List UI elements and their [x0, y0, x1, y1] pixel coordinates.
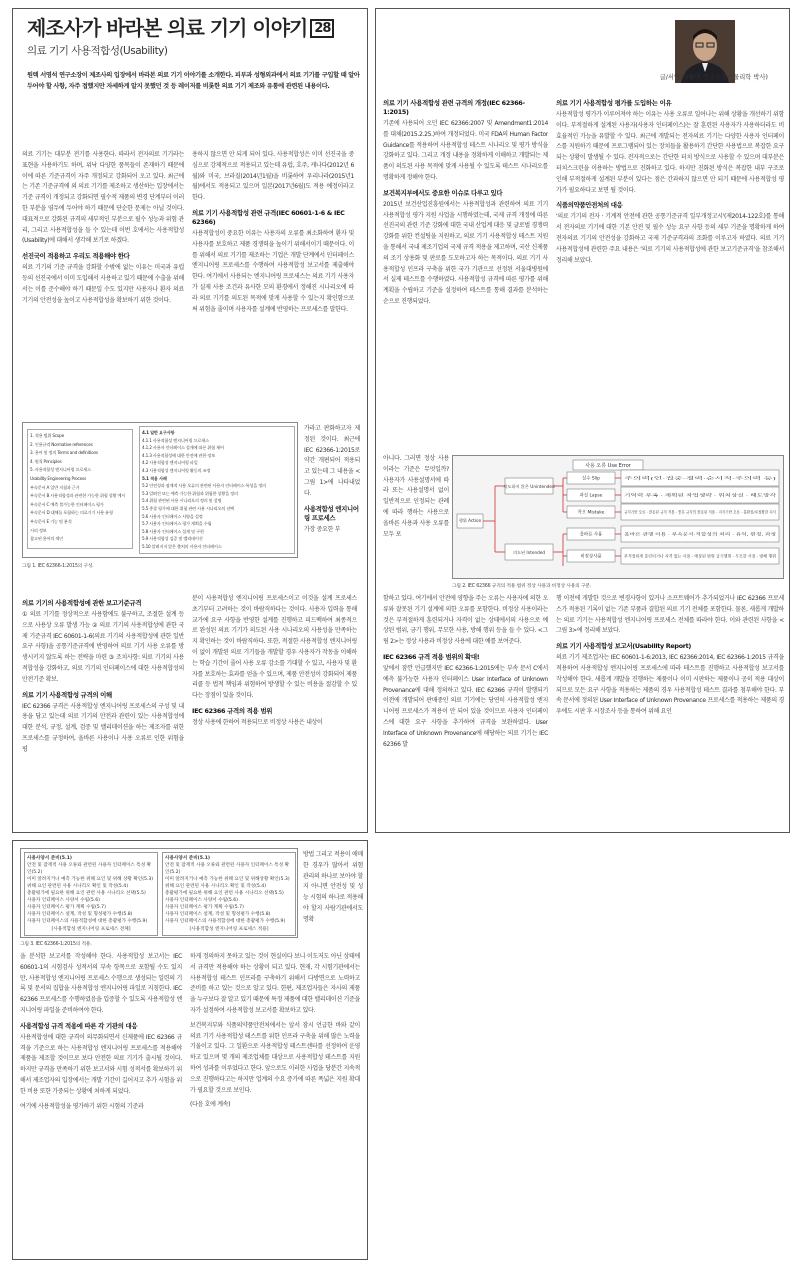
section-heading: 사용적합성 엔지니어링 프로세스	[304, 504, 359, 522]
section-heading: IEC 62366 규격의 적용 범위	[192, 706, 273, 715]
figure-list-item: 4.1.1 사용적합성 엔지니어링 프로세스	[142, 437, 209, 443]
figure-list-item: 부속문서 A 일반 지침과 근거	[30, 484, 80, 490]
body-paragraph: 가라고 판화하고자 제정된 것이다. 최근에 IEC 62366-1:2015로 약간 개편되어 적용되고 있는데 그 내용을 <그림 1>에 나타내었다.	[304, 425, 360, 497]
figure-list-item: 4.1.2 사용자 인터페이스 설계에 따른 위험 제어	[142, 445, 224, 451]
figure-list-item: 5.10 알려지지 않은 출처의 사용자 인터페이스	[142, 543, 222, 549]
body-paragraph: 을 분석한 보고서를 작성해야 한다. 사용적합성 보고서는 IEC 60601-1의 시험검사 성적서의 부속 항목으로 포함될 수도 있지만, 사용적합성 엔지니어링 프로세스 수행으로 생성되는 일련의 기록 및 문서의 집합을 사용적합성 엔지니어링 파일로 지칭한다. IEC 62366 프로세스를 수행하였음을 입증할 수 있도록 사용적합성 엔지니어링 파일을 준비하여야 한다.	[20, 953, 182, 1014]
body-paragraph: 가장 중요한 부	[304, 525, 341, 533]
figure-list-item: 5.5 총괄 평가에 대한 위험 관련 사용 시나리오의 선택	[142, 505, 235, 511]
figure-list-item: 5.3 알려진 또는 예측 가능한 위험과 위험한 상황을 정의	[142, 490, 238, 496]
body-paragraph: 분이 사용적합성 엔지니어링 프로세스이고 이것을 설계 프로세스 초기부터 고려하는 것이 바람직하다는 것이다. 사용자 입력을 통해 교가에 요구 사항을 반영한 설계를 진행하고 피드백하여 최종적으로 완성된 의료 기기가 의도된 사용 시나리오의 사용성을 만족하는지 확인하는 것이 바람직하다. 또한, 적절한 사용적합성 엔지니어링이 없이 개발된 의료 기기들을 개발할 경우 사용자가 작동을 이해하는 학습 기간이 줄어 사용 오류 감소를 기대할 수 있고, 사용자 및 환자를 보호하는 효과를 얻을 수 있으며, 제품 안전성이 강화되어 제품 리콜 등 법적 책임과 위험하여 방생할 수 있는 비용을 절감할 수 있다는 장점이 있을 것이다.	[192, 595, 357, 700]
figure-3-caption: 그림 3. IEC 62366-1:2015의 적용.	[20, 942, 92, 947]
fig2-top-label: 사용 오류 Use Error	[585, 463, 631, 469]
section-heading: 의료 기기 사용적합성 규격의 이해	[22, 690, 112, 699]
body-paragraph: 아니다. 그러면 정상 사용이라는 기준은 무엇일까? 사용자가 사용설명서에 따라 또는 사용설명서 없이 일반적으로 인정되는 관례에 따라 행하는 사용으로 올바른 사용과 사용 오류를 모두 포	[383, 455, 449, 538]
figure-3-right-box	[162, 852, 296, 936]
figure-list-item: 총괄평가에 필요한 위해 요인 관련 사용 시나리오 선택(5.5)	[165, 891, 284, 896]
body-paragraph: 용하지 않으면 안 되게 되어 있다. 사용적합성은 이미 선진국을 중심으로 강제적으로 적용되고 있는데 유럽, 호주, 캐나다(2012년 6월)와 미국, 브라질(2014년1월)을 비롯하여 우리나라(2015년1월)에서도 적용되고 있으며 일본(2017년6월)도 적용 예정이라고 한다.	[192, 151, 354, 202]
figure-3-left-title: 사용사양서 준비(5.1)	[27, 856, 72, 861]
figure-list-item: 안전 및 잠재적 사용 오류와 관련된 사용자 인터페이스 특성 확인(5.2)	[27, 863, 152, 875]
figure-list-item: 사용자 인터페이스의 사용적합성에 대한 총괄평가 수행(5.9)	[165, 919, 286, 924]
body-paragraph: 하게 정의하지 못하고 있는 것이 현실이다 보니 이도저도 아닌 상태에서 규격만 적용해야 하는 상황이 되고 있다. 현재, 각 시험기관에서는 사용적합성 테스트 인프라를 구축하기 위해서 다방면으로 노력하고 준비를 하고 있는 것으로 알고 있다. 한편, 제조업자들은 자사의 제품을 누구보다 잘 알고 있기 때문에 특정 제품에 대한 밸리데이션 기준을 자가 설정하여 사용적합성 보고서를 확보하고 있다.	[190, 953, 360, 1014]
fig2-unintended-label: 의도하지 않은 Unintended	[503, 484, 555, 489]
figure-list-item: 1. 적용 범위 Scope	[30, 433, 65, 438]
figure-list-item: 4.1.3 사용적합성에 대한 안전에 관한 정보	[142, 452, 215, 458]
figure-list-item: 사용자 인터페이스 평가 계획 수립(5.7)	[165, 905, 244, 910]
figure-list-item: Usability Engineering Process	[30, 475, 86, 481]
figure-list-item: 부속문서 D 대체를 포함하는 의료기기 사용 유형	[30, 510, 113, 516]
body-paragraph: 의료 기기의 기준 규격을 강화할 수밖에 없는 이유는 미국과 유럽 등의 선진국에서 이미 도입해서 사용하고 있기 때문에 수출을 위해서는 이를 준수해야 하기 때문일 수도 있지만 사용자나 환자 의료 기기의 안전성을 높이고 사용적합성을 확보하기 위한 것이다.	[22, 264, 184, 304]
figure-2-caption: 그림 2. IEC 62366 규격의 적용 범위 정상 사용과 비정상 사용의 구분.	[452, 584, 592, 589]
p2-col1	[383, 94, 548, 438]
body-paragraph: (다음 호에 계속)	[190, 1101, 231, 1109]
section-heading: 의료 기기 사용적합성 보고서(Usability Report)	[556, 642, 692, 651]
figure-3-right-title: 사용사양서 준비(5.1)	[165, 856, 210, 861]
p3-col2	[190, 952, 360, 1257]
fig2-row-value: 올바른 관행 이용 · 부속문서·적합성의 처리 · 유익, 환경, 과정	[624, 531, 777, 537]
figure-1-right-list	[142, 429, 292, 551]
figure-3-left-steps	[27, 862, 155, 925]
figure-3-left-box	[24, 852, 158, 936]
figure-list-item: 총괄평가에 필요한 위해 요인 관련 사용 시나리오 선택(5.5)	[27, 891, 146, 896]
figure-list-item: 위해 요인 관련된 사용 시나리오 확인 및 작성(5.4)	[27, 884, 128, 889]
section-heading: 의료 기기의 사용적합성에 관한 보고기준규격	[22, 599, 142, 607]
issue-number-badge: 28	[310, 19, 334, 38]
body-paragraph: 정상 사용에 한하여 적용되므로 비정상 사용은 내상이	[192, 718, 323, 726]
body-paragraph: 함하고 있다. 여기에서 안전에 영향을 주는 오류는 사용자에 의한 오류와 잘못된 기기 설계에 의한 오류를 포함한다. 비정상 사용이라는 것은 부적절하게 훈련되거나 자격이 없는 상태에서의 사용으로 예상된 범위, 금기 행위, 무모한 사용, 방해 행위 등을 들 수 있다. <그림 2>는 정상 사용과 비정상 사용에 대한 예를 보여준다.	[383, 595, 548, 646]
figure-list-item: 이미 알려지거나 예측 가능한 위해 요인 및 위해 상황 확인(5.3)	[27, 877, 154, 882]
figure-list-item: 부속문서 B 사용적합성과 관련한 가능한 위험 상황 예시	[30, 493, 126, 499]
p1-col3	[304, 424, 360, 588]
figure-list-item: 사용자 인터페이스의 사용적합성에 대한 총괄평가 수행(5.9)	[27, 919, 148, 924]
body-paragraph: 방법 그리고 적용이 애매한 경우가 많아서 위험 관리의 하나로 보아야 할지 아니면 안전성 및 성능 시험의 하나로 적용해야 할지 사람기관에서도 명확	[303, 851, 363, 923]
figure-list-item: 4.2 사용적합성 엔지니어링 파일	[142, 460, 198, 466]
figure-list-item: 사용자 인터페이스 사양서 수립(5.6)	[27, 898, 100, 903]
fig2-row-key: 과실 Lapse	[579, 493, 603, 499]
section-heading: 의료 기기 사용적합성 평가를 도입하는 이유	[556, 99, 672, 107]
section-heading: 의료 기기 사용적합성 관련 규격의 개정(IEC 62366-1:2015)	[383, 99, 525, 116]
figure-list-item: 사용자 인터페이스 설계, 작성 및 형성평가 수행(5.8)	[165, 912, 271, 917]
section-heading: 보건복지부에서도 중요한 이슈로 다루고 있다	[383, 188, 503, 197]
fig2-row-key: 비정상사용	[580, 554, 602, 560]
body-paragraph: '의료 기기의 전자 · 기계적 안전에 관한 공통기준규격 일부개정고시'(제2014-122호)를 통해서 전자의료 기기에 대한 기본 안전 및 필수 성능 요구 사항 등의 세부 기준을 명확하게 하여 전자의료 기기의 안전성을 강화하고 국제 기준규격과의 조화를 이루고자 하였다. 의료 기기 사용적합성에 관련한 주요 내용은 '의료 기기의 사용적합성에 관한 보고기준규격'을 참조해서 정리해 보았다.	[556, 213, 784, 264]
fig2-row-key: 실수 Slip	[582, 476, 600, 482]
figure-1-left-box	[27, 429, 133, 549]
page-title: 제조사가 바라본 의료 기기 이야기 28	[27, 12, 334, 41]
figure-list-item: 2. 인용규격 Normative references	[30, 441, 93, 447]
figure-list-item: 5.7 사용자 인터페이스 평가 계획을 수립	[142, 521, 212, 527]
body-paragraph: 사용적합성에 대한 규격이 의무화되면서 신제품에 IEC 62366 규격을 기준으로 하는 사용적합성 엔지니어링 프로세스를 적용해야 제품을 제조할 것이므로 보다 안전한 의료 기기가 출시될 것이다. 하지만 규격을 만족하기 위한 보고서와 시험 성적서를 확보하기 위해서 제조업자의 입장에서는 개발 기간이 길어지고 추가 시험을 위한 비용 또한 가중되는 상황에 처하게 되었다.	[20, 1033, 182, 1095]
body-paragraph: 행 이전에 개발한 것으로 변경사항이 있거나 소프트웨어가 추가되었거나 IEC 62366 프로세스가 적용된 기록이 없는 기존 부품과 결합된 의료 기기 전체를 포함한다. 물론, 새롭게 개발하는 의료 기기는 사용적합성 엔지니어링 프로세스 전체를 따라야 한다. 이와 관련된 사항을 <그림 3>에 정리해 보았다.	[556, 595, 784, 635]
lead-paragraph: 원텍 서영석 연구소장이 제조사의 입장에서 바라본 의료 기기 이야기를 소개한다. 피부과 성형외과에서 의료 기기를 구입할 때 알아두어야 할 사항, 자주 접했지만 자세하게 알지 못했던 것 등 레이저를 비롯한 의료 기기 제조와 유통에 관련된 내용이다.	[27, 72, 360, 90]
body-paragraph: 의료 기기는 대부분 전기를 사용한다. 따라서 전자의료 기기라는 표현을 사용하기도 하며, 위낙 다양한 품목들이 존재하기 때문에 이에 따른 기준규격이 자주 개정되고 강화되어 오고 있다. 최근에는 기존 기준규격에 외 의료 기기를 제조하고 생산하는 입장에서는 기준 규격이 개정되고 강화되면 필수적 제품의 변경 단계부터 이러한 부분을 염두에 두어야 하기 때문에 단순한 문제는 아닐 것이다. 대표적으로 강화된 규격의 세부적인 부분으로 필수 성능과 위험 관리, 그리고 사용적합성을 들 수 있는데 이번 호에서는 사용적합성(Usability)에 대해서 생각해 보기로 하겠다.	[22, 151, 184, 245]
p1-col5	[192, 594, 357, 826]
fig2-row-value: 부적절하게 훈련되거나 자격 없는 사용 · 예상된 범위 금기행위 · 무모한 사용 · 방해 행위	[624, 553, 777, 559]
body-paragraph: 사용적합성 평가가 이루어져야 하는 이유는 사용 오류로 일어나는 위해 상황을 개선하기 위함이다. 부적절하게 설계된 사용자(사용자 인터페이스)는 잘 훈련된 사용자가 사용하더라도 비효율적인 가능을 유발할 수 있다. 최근에 개발되는 전자의료 기기는 다양한 사용자 인터페이스를 지원하기 때문에 프로그램되어 있는 장치들을 활용하기 간단한 사용법으로 복잡한 요구되는 상황이 발생될 수 있다. 전자적으로는 간단한 터치 방식으로 사용할 수 있으며 대부분은 터치스크린을 이용하는 방법으로 진화하고 있다. 하지만 진화된 방식은 복잡한 내부 구조로 인해 부적절하게 설계된 부분이 있다는 점은 간과하지 않으면 안 되기 때문에 사용적합성 평가가 필요하다고 보면 될 것이다.	[556, 111, 784, 194]
figure-list-item: 부속문서 C 예측 불가능한 인터페이스 평가	[30, 501, 104, 507]
figure-list-item: 사용자 인터페이스 평가 계획 수립(5.7)	[27, 905, 106, 910]
figure-list-item: 4.1 일반 요구사항	[142, 430, 175, 435]
p2-col3	[383, 454, 449, 588]
figure-list-item: 5.1 적용 사례	[142, 475, 167, 481]
figure-1-caption: 그림 1. IEC 62366-1:2015의 구성.	[22, 564, 94, 569]
p3-col-side	[303, 850, 363, 950]
figure-list-item: 참고된 용어의 색인	[30, 536, 64, 542]
body-paragraph: ① 의료 기기를 정상적으로 사용함에도 불구하고, 조절한 설계 등으로 사용상 오류 발생 가능 ② 의료 기기의 사용적합성에 관한 국제 기준규격 IEC 60601-1-6(의료 기기의 사용적합성에 관한 일반 요구 사항)을 공통기준규격에 반영하여 의료 기기 사용 오류를 방생시키지 않도록 하는 전략을 마련 ③ 조치사항: 의료 기기의 사용적합성을 강화하고, 의료 기기의 인터페이스에 대한 사용적합성의 안전기준 확보.	[22, 611, 184, 683]
page-subtitle: 의료 기기 사용적합성(Usability)	[27, 45, 168, 57]
p1-col4	[22, 594, 184, 826]
author-credit: 글/서영석(원텍 연구소장 · 물리학 박사)	[659, 74, 768, 81]
figure-list-item: 사용자 인터페이스 사양서 수립(5.6)	[165, 898, 238, 903]
fig2-root-label: 행위 Action	[458, 518, 482, 523]
fig2-row-key: 착오 Mistake	[577, 510, 605, 516]
body-paragraph: 보건복지부와 식품의약품안전처에서는 앞서 잠시 언급한 바와 같이 의료 기기 사용적합성 테스트를 위한 인프라 구축을 위해 많은 노력을 기울이고 있다. 그 일환으로 사용적합성 테스트센터를 선정하여 운영하고 있으며 몇 개의 제조업체를 대상으로 사용적합성 테스트를 지원하여 성과를 이루었다고 한다. 앞으로도 이러한 사업을 당분간 지속적으로 진행하다고는 하지만 업계의 수요 증가에 따른 폭넓은 지원 확대가 필요할 것으로 보인다.	[190, 1021, 360, 1094]
body-paragraph: 기존에 사용되어 오던 IEC 62366:2007 및 Amendment1:2014를 대체(2015.2.25.)하여 개정되었다. 미국 FDA의 Human Factor Guidance를 적용하여 사용적합성 테스트 시나리오 및 평가 방식을 강화하고 있다. 그리고 개정 내용을 정확하게 이해하고 개발되는 제품이 의도된 사용 목적에 맞게 사용될 수 있도록 테스트 시나리오를 명확하게 정해야 한다.	[383, 120, 548, 181]
figure-1	[22, 422, 298, 558]
p3-col1	[20, 952, 182, 1257]
figure-list-item: 5.6 사용자 인터페이스 사양을 설정	[142, 513, 203, 519]
figure-1-right-box	[139, 426, 295, 554]
section-heading: 선진국이 적용하고 우리도 적용해야 한다	[22, 252, 130, 261]
section-heading: IEC 62366 규격 적용 범위의 확대!	[383, 652, 480, 661]
body-paragraph: 2015년 보건산업진흥원에서는 사용적합성과 관련하여 의료 기기 사용적합성 평가 지원 사업을 시행하였는데, 국제 규격 개정에 따른 선진국의 관련 기준 강화에 대한 국내 산업계 대응 및 글로벌 경쟁력 강화를 위한 컨설팅을 지원하고, 의료 기기 사용적합성 테스트 지원을 통해서 국내 제조기업의 국제 규격 적용을 제고하며, 국산 신제품의 조기 상용화 및 판로를 도모하고자 하는 목적이다. 의료 기기 사용적합성 인프라 구축을 위한 국가 기관으로 선정된 서울대병원에서 실제 테스트를 수행하였다. 사용적합성 규격에 따른 평가를 위해 계획을 수립하고 기준을 설정하여 테스트를 통해 결과를 분석하는 순으로 진행되었다.	[383, 200, 548, 305]
body-paragraph: IEC 62366 규격은 사용적합성 엔지니어링 프로세스의 구성 및 내용을 담고 있는데 의료 기기의 안전과 관련이 있는 사용적합성에 대한 분석, 규정, 설계, 검증 및 밸리데이션을 하는 제조자를 위한 프로세스를 규정하여, 올바른 사용이나 사용 오류로 인한 위험을 평	[22, 702, 184, 753]
fig2-row-value: 기억력 부족 · 계획된 작업생략 · 위치상실 · 해도망각	[624, 492, 777, 498]
figure-list-item: 5.2 안전성과 잠재적 사용 오류의 관련된 사용자 인터페이스 특성을 정의	[142, 483, 266, 489]
figure-list-item: 안전 및 잠재적 사용 오류와 관련된 사용자 인터페이스 특성 확인(5.2)	[165, 863, 290, 875]
figure-3	[20, 848, 298, 938]
p2-col4	[383, 594, 548, 832]
figure-list-item: 5.9 사용적합성 검증 및 밸리데이션	[142, 536, 203, 542]
figure-list-item: 3. 용어 및 정의 Terms and definitions	[30, 450, 98, 456]
figure-list-item: 위해 요인 관련된 사용 시나리오 확인 및 작성(5.4)	[165, 884, 266, 889]
p1-col2	[192, 150, 354, 410]
p2-col2	[556, 94, 784, 438]
figure-1-left-list	[30, 432, 130, 544]
figure-3-right-foot: [사용적합성 엔지니어링 프로세스 적용]	[189, 927, 269, 932]
section-heading: 식품의약품안전처의 대응	[556, 201, 623, 210]
figure-list-item: 사용자 인터페이스 설계, 작성 및 형성평가 수행(5.8)	[27, 912, 133, 917]
fig2-intended-label: 의도된 Intended	[512, 550, 546, 555]
fig2-rows	[563, 470, 779, 564]
figure-2-tree-diagram	[453, 456, 784, 579]
figure-list-item: 시리 정보	[30, 527, 47, 533]
figure-list-item: 4. 원칙 Principles	[30, 458, 62, 464]
body-paragraph: 앞에서 잠깐 언급했지만 IEC 62366-1:2015에는 부속 문서 C에서 예측 불가능한 사용자 인터페이스 User Interface of Unknown Provenance에 대해 정의하고 있다. IEC 62366 규격이 발행되기 이전에 개발되어 판매중인 의료 기기에는 당연히 사용적합성 엔지니어링 프로세스가 적용이 안 되어 있을 것이므로 사용자 인터페이스에 대한 요구 사항을 추가하여 규격을 보완하였다. User Interface of Unknown Provenance에 해당하는 의료 기기는 IEC 62366 발	[383, 664, 548, 748]
fig2-row-key: 올바른 사용	[579, 532, 603, 538]
figure-3-right-steps	[165, 862, 293, 925]
p1-col1	[22, 150, 184, 410]
figure-list-item: 5.8 사용자 인터페이스 설계 및 구현	[142, 528, 204, 534]
body-paragraph: 사용적합성이 중요한 이유는 사용자의 오류를 최소화하여 환자 및 사용자를 보호하고 제품 경쟁력을 높이기 위해서이기 때문이다. 이를 위해서 의료 기기를 제조하는 기업은 개발 단계에서 인터페이스 엔지니어링 프로세스를 수행하여 사용적합성 보고서를 제출해야 한다. 여기에서 사용되는 엔지니어링 프로세스는 의료 기기 사용자가 실제 사용 조건과 유사한 모의 환경에서 정해진 시나리오에 따라 의료 기기를 의도된 목적에 맞게 사용할 수 있는지 확인함으로써 위험을 줄이며 사용자를 설계에 반영하는 프로세스를 말한다.	[192, 229, 354, 313]
article-header	[27, 12, 334, 58]
figure-3-left-foot: [사용적합성 엔지니어링 프로세스 전체]	[51, 927, 131, 932]
figure-list-item: 5.4 위험 관련된 사용 시나리오의 정의 및 설명	[142, 498, 222, 504]
p2-col5	[556, 594, 784, 832]
section-heading: 의료 기기 사용적합성 관련 규격(IEC 60601-1-6 & IEC 62366)	[192, 208, 345, 226]
figure-list-item: 이미 알려지거나 예측 가능한 위해 요인 및 위해상황 확인(5.3)	[165, 877, 290, 882]
figure-list-item: 5. 사용적합성 엔지니어링 프로세스	[30, 467, 91, 473]
body-paragraph: 의료 기기 제조업자는 IEC 60601-1-6:2013, IEC 62366:2014, IEC 62366-1:2015 규격을 적용하여 사용적합성 엔지니어링 프로세스에 따라 테스트를 진행하고 사용적합성 보고서를 작성해야 한다. 새롭게 개발을 진행하는 제품이나 이미 시판하는 제품이나 공히 적용 대상이 되므로 모든 요구 사항을 적용하는 제품의 경우 사용적합성 테스트 결과를 첨부해야 한다. 부속 문서에 정의된 User Interface of Unknown Provenance 프로세스를 적용하는 제품의 경우에도 시판 후 시장조사 등을 통하여 위해 요인	[556, 654, 784, 716]
fig2-row-value: 규칙기반 오류 · 잘못된 규칙 적용 · 좋은 규칙의 잘못된 적용 · 지식기반 오류 · 불완전/부정확한 지식	[624, 509, 777, 515]
section-heading: 사용적합성 규격 적용에 따른 각 기관의 대응	[20, 1021, 138, 1030]
figure-2	[452, 455, 784, 579]
figure-list-item: 4.3 사용적합성 엔지니어링 활동의 조정	[142, 467, 211, 473]
fig2-row-value: 주의력(인·집중·경력·순서적·주의력 등)	[624, 475, 778, 481]
body-paragraph: 여기에 사용적합성을 평가하기 위한 시험의 기준과	[20, 1102, 144, 1110]
figure-list-item: 부속문서 E 기능 및 분석	[30, 518, 72, 524]
